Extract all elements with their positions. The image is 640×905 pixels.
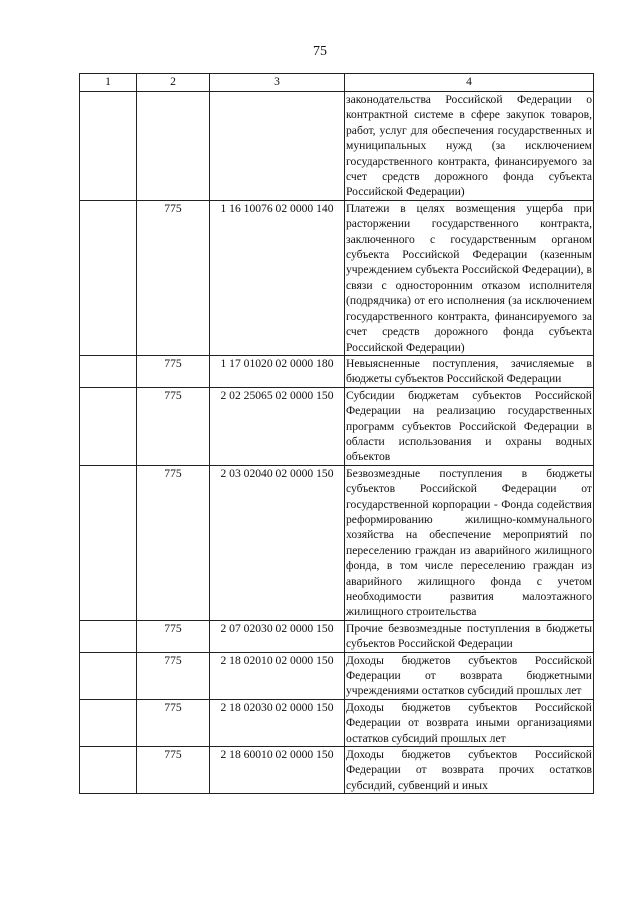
row-revenue-code: 2 03 02040 02 0000 150: [210, 465, 345, 620]
column-header-3: 3: [210, 74, 345, 92]
row-description: Доходы бюджетов субъектов Российской Федерации от возврата прочих остатков субсидий, субвенций и иных: [346, 748, 592, 792]
row-col-1: [80, 387, 137, 465]
row-description: Платежи в целях возмещения ущерба при расторжении государственного контракта, заключенного с государственным органом субъекта Российской Федерации (казенным учреждением субъекта Российской Федерации), в связи с односторонним отказом исполнителя (подрядчика) от его исполнения (за исключением государственного контракта, финансируемого за счет средств дорожного фонда субъекта Российской Федерации): [346, 201, 592, 354]
page-number: 75: [313, 44, 327, 59]
table-row: [80, 355, 594, 387]
column-header-4: 4: [345, 74, 594, 92]
row-revenue-code: 2 02 25065 02 0000 150: [210, 387, 345, 465]
row-revenue-code: 2 18 02010 02 0000 150: [210, 652, 345, 699]
row-description: Безвозмездные поступления в бюджеты субъектов Российской Федерации от государственной корпорации - Фонда содействия реформированию жилищно-коммунального хозяйства на обеспечение мероприятий по переселению граждан из аварийного жилищного фонда, в том числе переселению граждан из аварийного жилищного фонда с учетом необходимости развития малоэтажного жилищного строительства: [346, 466, 592, 619]
row-revenue-code: [210, 92, 345, 201]
row-revenue-code: 2 18 02030 02 0000 150: [210, 699, 345, 746]
row-col-1: [80, 465, 137, 620]
row-admin-code: 775: [137, 652, 210, 699]
table-row: [80, 747, 594, 794]
row-col-1: [80, 620, 137, 652]
row-description: Субсидии бюджетам субъектов Российской Федерации на реализацию государственных программ субъектов Российской Федерации в области использования и охраны водных объектов: [346, 388, 592, 464]
row-description: законодательства Российской Федерации о контрактной системе в сфере закупок товаров, работ, услуг для обеспечения государственных и муниципальных нужд (за исключением государственного контракта, финансируемого за счет средств дорожного фонда субъекта Российской Федерации): [346, 93, 592, 199]
row-admin-code: 775: [137, 465, 210, 620]
table-row: [80, 699, 594, 746]
row-admin-code: 775: [137, 747, 210, 794]
row-description: Невыясненные поступления, зачисляемые в бюджеты субъектов Российской Федерации: [346, 356, 592, 386]
table-body: [80, 92, 594, 794]
row-description: Прочие безвозмездные поступления в бюджеты субъектов Российской Федерации: [346, 621, 592, 651]
row-revenue-code: 2 18 60010 02 0000 150: [210, 747, 345, 794]
column-header-2: 2: [137, 74, 210, 92]
row-description: Доходы бюджетов субъектов Российской Федерации от возврата иными организациями остатков субсидий прошлых лет: [346, 700, 592, 745]
row-col-1: [80, 652, 137, 699]
row-admin-code: 775: [137, 620, 210, 652]
table-row: [80, 465, 594, 620]
table-row: [80, 652, 594, 699]
row-col-1: [80, 355, 137, 387]
row-revenue-code: 1 16 10076 02 0000 140: [210, 200, 345, 355]
table-row: [80, 387, 594, 465]
revenue-codes-table: [79, 73, 594, 794]
row-col-1: [80, 747, 137, 794]
row-col-1: [80, 200, 137, 355]
row-admin-code: [137, 92, 210, 201]
table-row: [80, 200, 594, 355]
table-row: [80, 620, 594, 652]
row-col-1: [80, 92, 137, 201]
column-header-1: 1: [80, 74, 137, 92]
row-revenue-code: 1 17 01020 02 0000 180: [210, 355, 345, 387]
row-revenue-code: 2 07 02030 02 0000 150: [210, 620, 345, 652]
row-description: Доходы бюджетов субъектов Российской Федерации от возврата бюджетными учреждениями остатков субсидий прошлых лет: [346, 653, 592, 698]
row-admin-code: 775: [137, 699, 210, 746]
row-col-1: [80, 699, 137, 746]
row-admin-code: 775: [137, 200, 210, 355]
row-admin-code: 775: [137, 387, 210, 465]
table-row: [80, 92, 594, 201]
row-admin-code: 775: [137, 355, 210, 387]
table-header-row: [80, 74, 594, 92]
